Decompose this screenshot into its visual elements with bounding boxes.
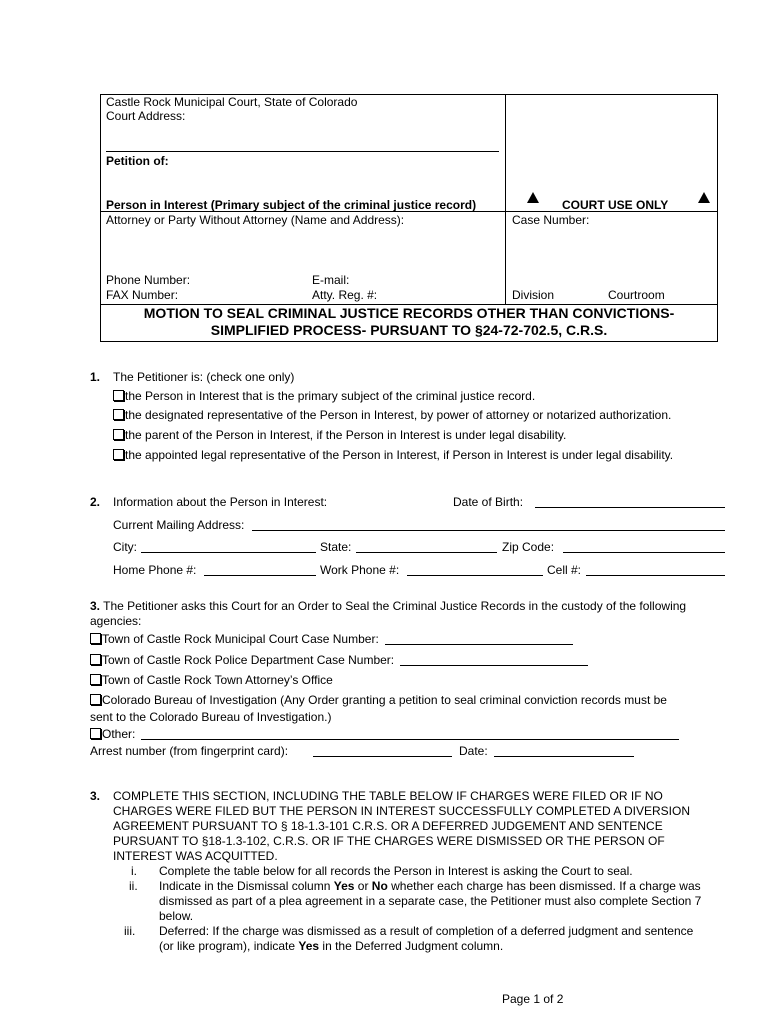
instruction-text-part: (or like program), indicate <box>159 939 299 953</box>
work-phone-label: Work Phone #: <box>320 563 400 577</box>
agency-option <box>90 727 679 741</box>
up-arrow-icon <box>698 192 710 203</box>
option-label: the appointed legal representative of the Person in Interest, if Person in Interest is under legal disability. <box>125 448 674 462</box>
date-label: Date: <box>459 744 488 758</box>
instruction-number: iii. <box>124 924 136 938</box>
section3-intro-text: The Petitioner asks this Court for an Order to Seal the Criminal Justice Records in the custody of the following <box>103 599 687 613</box>
city-label: City: <box>113 540 137 554</box>
person-in-interest-label: Person in Interest (Primary subject of the criminal justice record) <box>106 198 477 212</box>
section3b-line: AGREEMENT PURSUANT TO § 18-1.3-101 C.R.S. OR A DEFERRED JUDGEMENT AND SENTENCE <box>113 819 663 833</box>
mailing-address-field[interactable] <box>252 518 725 531</box>
mailing-address-label: Current Mailing Address: <box>113 518 245 532</box>
agency-option <box>90 673 333 687</box>
state-field[interactable] <box>356 540 497 553</box>
state-label: State: <box>320 540 352 554</box>
petitioner-option <box>113 428 566 442</box>
instruction-text <box>159 879 701 893</box>
zip-field[interactable] <box>563 540 725 553</box>
agency-option <box>90 693 667 707</box>
checkbox[interactable] <box>113 390 124 401</box>
petitioner-option <box>113 408 671 422</box>
cell-field[interactable] <box>586 563 725 576</box>
checkbox[interactable] <box>90 633 101 644</box>
agency-label: Town of Castle Rock Municipal Court Case Number: <box>102 632 379 646</box>
agency-label: Colorado Bureau of Investigation (Any Order granting a petition to seal criminal conviction records must be <box>102 693 667 707</box>
other-agency-field[interactable] <box>141 727 679 740</box>
work-phone-field[interactable] <box>407 563 543 576</box>
checkbox[interactable] <box>113 449 124 460</box>
petition-of-label: Petition of: <box>106 154 169 168</box>
instruction-text: Complete the table below for all records the Person in Interest is asking the Court to seal. <box>159 864 633 878</box>
agency-label: Other: <box>102 727 136 741</box>
section3b-line: COMPLETE THIS SECTION, INCLUDING THE TABLE BELOW IF CHARGES WERE FILED OR IF NO <box>113 789 663 803</box>
court-name: Castle Rock Municipal Court, State of Colorado <box>106 95 358 109</box>
option-label: the parent of the Person in Interest, if the Person in Interest is under legal disability. <box>125 428 567 442</box>
checkbox[interactable] <box>90 654 101 665</box>
section3-intro-cont: agencies: <box>90 614 142 628</box>
section3b-line: CHARGES WERE FILED BUT THE PERSON IN INTEREST SUCCESSFULLY COMPLETED A DIVERSION <box>113 804 691 818</box>
email-label: E-mail: <box>312 273 350 287</box>
dob-label: Date of Birth: <box>453 495 524 509</box>
division-label: Division <box>512 288 555 302</box>
court-address-label: Court Address: <box>106 109 186 123</box>
up-arrow-icon <box>527 192 539 203</box>
attorney-label: Attorney or Party Without Attorney (Name and Address): <box>106 213 405 227</box>
instruction-text-part: or <box>354 879 372 893</box>
instruction-text-part: in the Deferred Judgment column. <box>319 939 504 953</box>
dob-field[interactable] <box>535 495 725 508</box>
option-label: the designated representative of the Person in Interest, by power of attorney or notarized authorization. <box>125 408 672 422</box>
document-title-line1: MOTION TO SEAL CRIMINAL JUSTICE RECORDS OTHER THAN CONVICTIONS- <box>143 305 675 321</box>
municipal-case-number-field[interactable] <box>385 632 573 645</box>
instruction-text: dismissed as part of a plea agreement in a separate case, the Petitioner must also complete Section 7 <box>159 894 702 908</box>
agency-label: Town of Castle Rock Town Attorney’s Office <box>102 673 333 687</box>
police-case-number-field[interactable] <box>400 653 588 666</box>
arrest-number-field[interactable] <box>313 744 452 757</box>
section1-number: 1. <box>90 370 101 384</box>
section3-number: 3. <box>90 599 101 613</box>
checkbox[interactable] <box>90 728 101 739</box>
section2-number: 2. <box>90 495 101 509</box>
atty-reg-label: Atty. Reg. #: <box>312 288 378 302</box>
agency-note: sent to the Colorado Bureau of Investigation.) <box>90 710 332 724</box>
checkbox[interactable] <box>113 429 124 440</box>
instruction-text <box>159 939 503 953</box>
checkbox[interactable] <box>90 674 101 685</box>
petitioner-option <box>113 448 673 462</box>
section3b-number: 3. <box>90 789 101 803</box>
caption-divider-vertical <box>505 94 506 305</box>
petition-rule <box>106 151 499 152</box>
case-number-label: Case Number: <box>512 213 590 227</box>
cell-label: Cell #: <box>547 563 582 577</box>
instruction-text: below. <box>159 909 194 923</box>
no-keyword: No <box>371 879 388 893</box>
home-phone-label: Home Phone #: <box>113 563 197 577</box>
section3b-line: PURSUANT TO §18-1.3-102, C.R.S. OR IF THE CHARGES WERE DISMISSED OR THE PERSON OF <box>113 834 665 848</box>
instruction-number: ii. <box>129 879 138 893</box>
page-number: Page 1 of 2 <box>502 992 564 1006</box>
option-label: the Person in Interest that is the primary subject of the criminal justice record. <box>125 389 536 403</box>
agency-label: Town of Castle Rock Police Department Case Number: <box>102 653 395 667</box>
zip-label: Zip Code: <box>502 540 555 554</box>
date-field[interactable] <box>494 744 634 757</box>
agency-option <box>90 632 573 646</box>
checkbox[interactable] <box>90 694 101 705</box>
instruction-text: Deferred: If the charge was dismissed as a result of completion of a deferred judgment and sentence <box>159 924 694 938</box>
section3-intro <box>90 599 686 613</box>
agency-option <box>90 653 588 667</box>
person-info-label: Information about the Person in Interest: <box>113 495 328 509</box>
yes-keyword: Yes <box>298 939 320 953</box>
city-field[interactable] <box>141 540 316 553</box>
fax-label: FAX Number: <box>106 288 179 302</box>
court-use-only-label: COURT USE ONLY <box>562 198 669 212</box>
phone-label: Phone Number: <box>106 273 191 287</box>
home-phone-field[interactable] <box>204 563 316 576</box>
petitioner-option <box>113 389 535 403</box>
arrest-number-label: Arrest number (from fingerprint card): <box>90 744 289 758</box>
section1-heading: The Petitioner is: (check one only) <box>113 370 295 384</box>
instruction-number: i. <box>131 864 137 878</box>
yes-keyword: Yes <box>333 879 355 893</box>
checkbox[interactable] <box>113 409 124 420</box>
instruction-text-part: whether each charge has been dismissed. If a charge was <box>387 879 701 893</box>
courtroom-label: Courtroom <box>608 288 665 302</box>
document-title-line2: SIMPLIFIED PROCESS- PURSUANT TO §24-72-702.5, C.R.S. <box>210 322 608 338</box>
instruction-text-part: Indicate in the Dismissal column <box>159 879 334 893</box>
section3b-line: INTEREST WAS ACQUITTED. <box>113 849 278 863</box>
